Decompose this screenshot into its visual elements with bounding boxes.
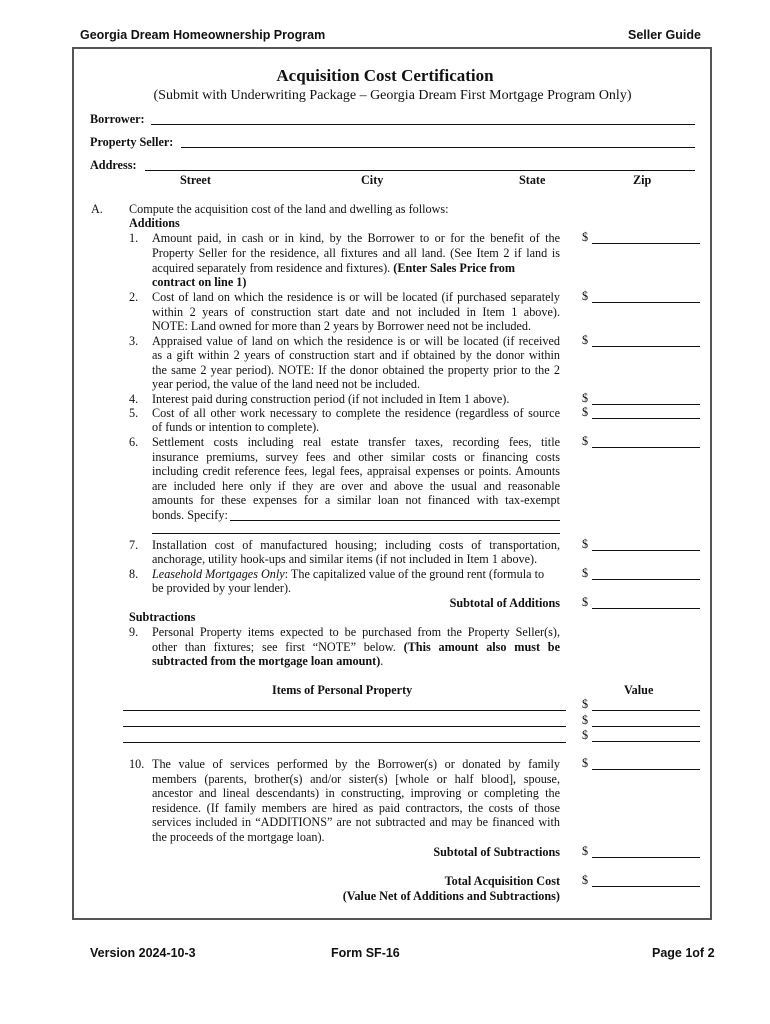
item-9-bold-text: (This amount also must be [403,640,560,654]
item-1-amount-field[interactable] [592,243,700,244]
address-field[interactable] [145,170,695,171]
borrower-field[interactable] [151,124,695,125]
item-2-text: NOTE: Land owned for more than 2 years by Borrower need not be included. [152,319,532,333]
item-7-amount-field[interactable] [592,550,700,551]
item-8-text-part: : The capitalized value of the ground rent (formula to [284,567,545,581]
item-number: 7. [129,538,139,552]
item-5-amount-field[interactable] [592,418,700,419]
item-number: 2. [129,290,139,304]
dollar-sign: $ [582,844,589,858]
item-6-text: including credit reference fees, legal fees, appraisal expenses or points. Amounts [152,464,560,478]
property-seller-label: Property Seller: [90,135,174,149]
item-9-text-part: other than fixtures; see first “NOTE” below. [152,640,396,654]
dollar-sign: $ [582,537,589,551]
subtotal-subtractions-field[interactable] [592,857,700,858]
form-title: Acquisition Cost Certification [276,66,494,85]
item-5-text: Cost of all other work necessary to complete the residence (regardless of source [152,406,560,420]
item-5-text: of funds or intention to complete). [152,420,320,434]
total-acquisition-sublabel: (Value Net of Additions and Subtractions) [342,889,560,903]
item-number: 8. [129,567,139,581]
item-2-text: Cost of land on which the residence is or will be located (if purchased separately [152,290,560,304]
item-number: 6. [129,435,139,449]
subtotal-additions-field[interactable] [592,608,700,609]
personal-property-value-field[interactable] [592,741,700,742]
item-10-text: members (parents, brother(s) and/or sister(s) [whole or half blood], spouse, [152,772,560,786]
dollar-sign: $ [582,230,589,244]
item-3-text: the same 2 year period). NOTE: If the donor obtained the property prior to the 2 [152,363,560,377]
item-9-text-part: . [380,654,384,668]
item-9-text: Personal Property items expected to be purchased from the Property Seller(s), [152,625,560,639]
footer-version: Version 2024-10-3 [90,946,196,960]
city-caption: City [361,173,384,187]
item-number: 5. [129,406,139,420]
item-1-text: Property Seller for the residence, all fixtures and all land. (See Item 2 if land is [152,246,560,260]
item-1-bold-text: (Enter Sales Price from [393,261,516,275]
footer-page-number: Page 1of 2 [652,946,715,960]
item-3-text: Appraised value of land on which the residence is or will be located (if received [152,334,560,348]
item-1-text: contract on line 1) [152,275,247,289]
specify-field-2[interactable] [152,533,560,534]
item-8-italic-text: Leasehold Mortgages Only [152,567,285,581]
borrower-label: Borrower: [90,112,145,126]
subtotal-additions-label: Subtotal of Additions [449,596,560,610]
item-number: 4. [129,392,139,406]
address-label: Address: [90,158,137,172]
item-6-text: insurance premiums, survey fees and other similar costs or financing costs [152,450,560,464]
zip-caption: Zip [633,173,652,187]
item-10-text: services included in “ADDITIONS” are not subtracted and may be financed with [152,815,560,829]
item-1-text: Amount paid, in cash or in kind, by the Borrower to or for the benefit of the [152,231,560,245]
item-4-text: Interest paid during construction period (if not included in Item 1 above). [152,392,510,406]
item-10-text: The value of services performed by the Borrower(s) or donated by family [152,757,560,771]
dollar-sign: $ [582,595,589,609]
item-6-text: are included here only if they are over and above the usual and reasonable [152,479,560,493]
header-guide-name: Seller Guide [628,28,701,42]
additions-heading: Additions [129,216,180,230]
form-subtitle: (Submit with Underwriting Package – Georgia Dream First Mortgage Program Only) [153,88,632,103]
subtotal-subtractions-label: Subtotal of Subtractions [433,845,560,859]
dollar-sign: $ [582,566,589,580]
dollar-sign: $ [582,728,589,742]
dollar-sign: $ [582,405,589,419]
section-letter: A. [91,202,103,216]
personal-property-item-field[interactable] [123,726,566,727]
item-6-amount-field[interactable] [592,447,700,448]
personal-property-header: Items of Personal Property [272,683,413,697]
item-7-text: anchorage, utility hook-ups and similar items (if not included in Item 1 above). [152,552,538,566]
dollar-sign: $ [582,873,589,887]
item-8-text [152,567,544,582]
state-caption: State [519,173,546,187]
item-1-text-part: acquired separately from residence and fixtures). [152,261,391,275]
item-9-text [152,640,560,655]
item-2-text: within 2 years of construction start date and not included in Item 1 above). [152,305,560,319]
item-3-text: year period, the value of the land need not be included. [152,377,421,391]
total-acquisition-label: Total Acquisition Cost [444,874,560,888]
dollar-sign: $ [582,434,589,448]
item-3-text: as a gift within 2 years of construction start and if obtained by the donor within [152,348,560,362]
dollar-sign: $ [582,697,589,711]
item-number: 3. [129,334,139,348]
item-1-text [152,261,515,276]
item-number: 9. [129,625,139,639]
property-seller-field[interactable] [181,147,695,148]
dollar-sign: $ [582,391,589,405]
item-8-text: be provided by your lender). [152,581,292,595]
street-caption: Street [180,173,211,187]
item-3-amount-field[interactable] [592,346,700,347]
personal-property-value-field[interactable] [592,710,700,711]
item-10-text: ancestor and lineal descendants) in constructing, improving or completing the [152,786,560,800]
subtractions-heading: Subtractions [129,610,196,624]
item-6-text: Settlement costs including real estate transfer taxes, recording fees, title [152,435,560,449]
section-intro: Compute the acquisition cost of the land and dwelling as follows: [129,202,449,216]
item-number: 1. [129,231,139,245]
item-10-amount-field[interactable] [592,769,700,770]
specify-field[interactable] [230,520,560,521]
item-2-amount-field[interactable] [592,302,700,303]
header-program-name: Georgia Dream Homeownership Program [80,28,326,42]
dollar-sign: $ [582,756,589,770]
item-4-amount-field[interactable] [592,404,700,405]
dollar-sign: $ [582,289,589,303]
personal-property-item-field[interactable] [123,742,566,743]
personal-property-value-field[interactable] [592,726,700,727]
dollar-sign: $ [582,333,589,347]
item-9-bold-text: subtracted from the mortgage loan amount) [152,654,381,668]
value-header: Value [624,683,654,697]
dollar-sign: $ [582,713,589,727]
item-6-text: bonds. Specify: [152,508,228,522]
total-acquisition-field[interactable] [592,886,700,887]
item-10-text: the proceeds of the mortgage loan). [152,830,325,844]
item-9-text [152,654,383,669]
item-8-amount-field[interactable] [592,579,700,580]
footer-form-number: Form SF-16 [331,946,400,960]
item-7-text: Installation cost of manufactured housing; including costs of transportation, [152,538,560,552]
item-10-text: residence. (If family members are hired as paid contractors, the costs of those [152,801,560,815]
item-6-text: amounts for these expenses for a similar loan not financed with tax-exempt [152,493,560,507]
item-number: 10. [129,757,145,771]
personal-property-item-field[interactable] [123,710,566,711]
